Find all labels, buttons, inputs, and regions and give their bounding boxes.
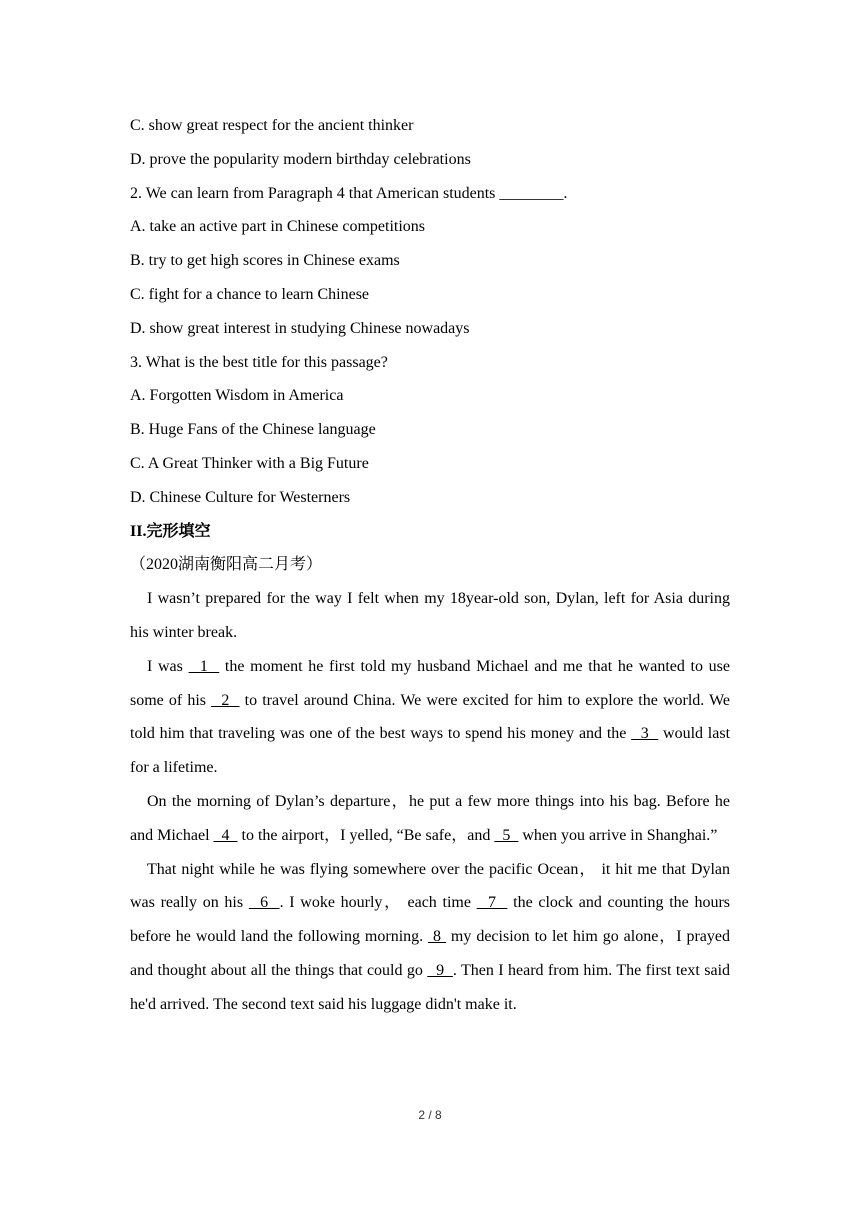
page-content <box>130 109 730 1022</box>
section-source: （2020湖南衡阳高二月考） <box>130 556 323 574</box>
passage-paragraph-4 <box>130 853 730 1022</box>
section-heading: II.完形填空 <box>130 522 211 540</box>
paragraph-text: my decision to let him go alone，I prayed and thought about all the things that could go <box>130 928 731 979</box>
q3-option-b: B. Huge Fans of the Chinese language <box>130 421 376 439</box>
blank-1: 1 <box>188 657 220 675</box>
paragraph-text: On the morning of Dylan’s departure，he put a few more things into his bag. Before he and Michael <box>130 792 731 844</box>
blank-6: 6 <box>248 894 280 912</box>
passage-paragraph-2 <box>130 650 730 785</box>
paragraph-text: the moment he first told my husband Michael and me that he wanted to use some of his <box>130 657 730 709</box>
q2-option-d: D. show great interest in studying Chinese nowadays <box>130 319 470 337</box>
blank-5: 5 <box>494 826 519 844</box>
q3-option-a: A. Forgotten Wisdom in America <box>130 387 344 405</box>
paragraph-text: I was <box>147 657 189 675</box>
q3-stem: 3. What is the best title for this passage? <box>130 353 388 371</box>
paragraph-text: . I woke hourly， each time <box>279 894 477 912</box>
q2-option-c: C. fight for a chance to learn Chinese <box>130 285 370 303</box>
blank-7: 7 <box>476 894 508 912</box>
paragraph-text: would last for a lifetime. <box>130 725 731 777</box>
page-number: 2 / 8 <box>418 1108 442 1122</box>
q1-option-c: C. show great respect for the ancient thinker <box>130 117 414 134</box>
paragraph-text: when you arrive in Shanghai.” <box>518 826 718 844</box>
q3-option-c: C. A Great Thinker with a Big Future <box>130 454 369 472</box>
paragraph-text: That night while he was flying somewhere over the pacific Ocean， it hit me that Dylan was really on his <box>130 860 730 912</box>
q2-stem: 2. We can learn from Paragraph 4 that American students ________. <box>130 184 568 202</box>
q2-option-b: B. try to get high scores in Chinese exams <box>130 252 400 270</box>
q3-option-d: D. Chinese Culture for Westerners <box>130 488 351 506</box>
paragraph-text: the clock and counting the hours before he would land the following morning. <box>130 894 731 946</box>
paragraph-text: to travel around China. We were excited for him to explore the world. We told him that traveling was one of the best ways to spend his money and the <box>130 691 731 743</box>
q2-option-a: A. take an active part in Chinese competitions <box>130 218 426 236</box>
blank-2: 2 <box>211 691 240 709</box>
blank-8: 8 <box>428 928 446 946</box>
blank-9: 9 <box>427 961 453 979</box>
paragraph-text: . Then I heard from him. The first text said he'd arrived. The second text said his luggage didn't make it. <box>130 961 731 1013</box>
blank-4: 4 <box>213 826 238 844</box>
paragraph-text: to the airport，I yelled, “Be safe，and <box>237 826 495 844</box>
q1-option-d: D. prove the popularity modern birthday celebrations <box>130 150 471 168</box>
blank-3: 3 <box>631 725 659 743</box>
passage-paragraph-3 <box>130 785 730 853</box>
passage-paragraph-1: I wasn’t prepared for the way I felt when my 18year-old son, Dylan, left for Asia during his winter break. <box>130 590 730 641</box>
